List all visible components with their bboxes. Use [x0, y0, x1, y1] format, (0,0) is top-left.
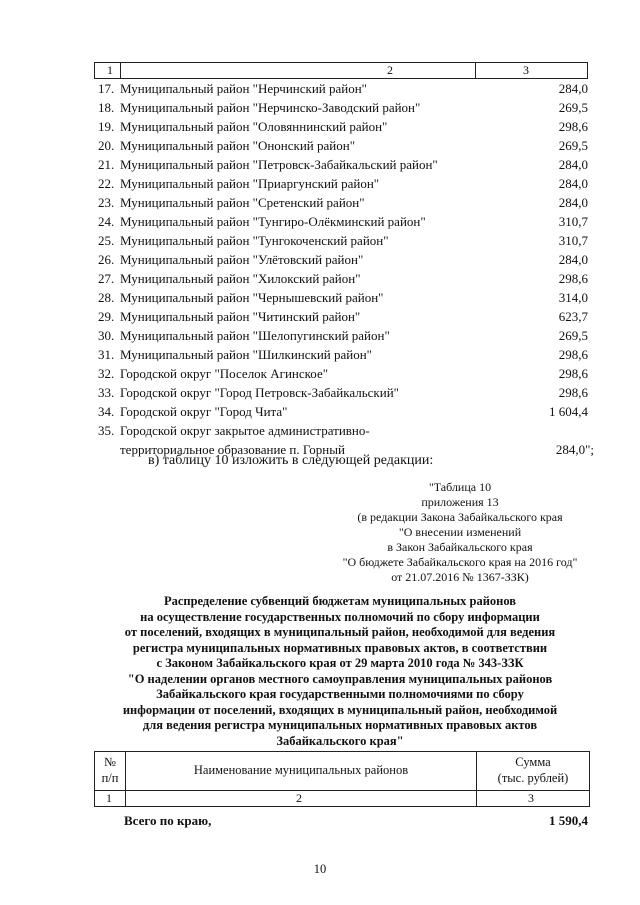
row-value: 284,0	[558, 195, 588, 210]
caption-line: "О бюджете Забайкальского края на 2016 год"	[342, 555, 578, 569]
header-col-2: 2	[387, 63, 393, 77]
row-district-name: Муниципальный район "Тунгокоченский район"	[120, 233, 389, 248]
row-district-name: Городской округ "Поселок Агинское"	[120, 366, 329, 381]
row-value: 298,6	[558, 271, 588, 286]
row-value: 269,5	[558, 100, 588, 115]
row-number: 17.	[98, 81, 115, 96]
row-value: 284,0	[558, 81, 588, 96]
column-numbers-row: 1 2 3	[106, 791, 534, 805]
header-district-name: Наименование муниципальных районов	[193, 763, 409, 777]
table-row	[94, 288, 588, 307]
districts-table	[94, 62, 594, 457]
table-header-row	[94, 62, 588, 79]
row-value: 269,5	[558, 328, 588, 343]
table-row	[94, 174, 588, 193]
row-district-name: Городской округ "Город Чита"	[120, 404, 288, 419]
title-line: Забайкальского края государственными полномочиями по сбору	[156, 687, 524, 701]
title-line: "О наделении органов местного самоуправления муниципальных районов	[127, 671, 553, 686]
row-number: 31.	[98, 347, 115, 362]
row-number: 23.	[98, 195, 115, 210]
row-value: 298,6	[558, 347, 588, 362]
row-district-name: Муниципальный район "Хилокский район"	[120, 271, 361, 286]
row-number: 32.	[98, 366, 115, 381]
table-row	[94, 269, 588, 288]
row-number: 34.	[98, 404, 115, 419]
row-value: 284,0	[558, 176, 588, 191]
row-number: 27.	[98, 271, 115, 286]
row-number: 29.	[98, 309, 115, 324]
row-value: 298,6	[558, 385, 588, 400]
title-line: для ведения регистра муниципальных нормативных правовых актов	[142, 718, 538, 732]
table-row	[94, 307, 588, 326]
row-value: 284,0";	[555, 442, 594, 457]
header-col-3: 3	[523, 63, 529, 77]
title-line: информации от поселений, входящих в муниципальный район, необходимой	[122, 702, 558, 717]
title-line: Забайкальского края"	[276, 733, 404, 748]
row-district-name: Муниципальный район "Шилкинский район"	[120, 347, 372, 362]
table-row	[94, 79, 588, 98]
table-row	[94, 98, 588, 117]
table-row	[94, 345, 588, 364]
table-row	[94, 364, 588, 383]
row-district-name: Муниципальный район "Нерчинско-Заводский район"	[120, 100, 421, 115]
row-district-name: Муниципальный район "Приаргунский район"	[120, 176, 380, 191]
table-row	[94, 136, 588, 155]
header-col-1: 1	[107, 63, 113, 77]
row-value: 1 604,4	[549, 404, 588, 419]
row-value: 310,7	[558, 214, 588, 229]
row-district-name: Муниципальный район "Петровск-Забайкальский район"	[120, 157, 438, 172]
row-value: 314,0	[558, 290, 588, 305]
row-value: 623,7	[558, 309, 588, 324]
row-district-name: Муниципальный район "Сретенский район"	[120, 195, 365, 210]
table-row	[94, 193, 588, 212]
table-row	[94, 383, 588, 402]
row-value: 298,6	[558, 366, 588, 381]
row-district-name: Муниципальный район "Читинский район"	[120, 309, 361, 324]
row-district-name: Муниципальный район "Тунгиро-Олёкминский район"	[120, 214, 426, 229]
table-caption	[320, 480, 600, 585]
subvention-table	[94, 751, 590, 807]
row-number: 35.	[98, 423, 115, 438]
caption-line: в Закон Забайкальского края	[387, 540, 533, 554]
row-number: 19.	[98, 119, 115, 134]
row-number: 33.	[98, 385, 115, 400]
row-number: 18.	[98, 100, 115, 115]
caption-line: "Таблица 10	[428, 480, 492, 494]
row-number: 30.	[98, 328, 115, 343]
title-line: с Законом Забайкальского края от 29 марта 2010 года № 343-ЗЗК	[156, 656, 524, 670]
caption-line: приложения 13	[421, 495, 499, 509]
table-row	[94, 402, 588, 421]
row-value: 310,7	[558, 233, 588, 248]
header-sum: Сумма (тыс. рублей)	[497, 755, 569, 785]
row-number: 20.	[98, 138, 115, 153]
table-rows	[94, 79, 594, 459]
row-district-name: Муниципальный район "Ононский район"	[120, 138, 356, 153]
row-district-name: Муниципальный район "Шелопугинский район"	[120, 328, 390, 343]
table-title	[70, 594, 610, 749]
total-value: 1 590,4	[549, 813, 588, 828]
title-line: Распределение субвенций бюджетам муниципальных районов	[163, 594, 517, 608]
row-value: 284,0	[558, 157, 588, 172]
caption-line: от 21.07.2016 № 1367-ЗЗК)	[391, 570, 529, 584]
table-row	[94, 117, 588, 136]
title-line: регистра муниципальных нормативных правовых актов, в соответствии	[132, 640, 548, 655]
row-number: 21.	[98, 157, 115, 172]
row-district-name: Городской округ закрытое административно- территориальное образование п. Горный	[120, 423, 370, 457]
caption-line: (в редакции Закона Забайкальского края	[357, 510, 563, 524]
total-label: Всего по краю,	[124, 813, 212, 828]
table-row	[94, 212, 588, 231]
table-row	[94, 231, 588, 250]
row-district-name: Муниципальный район "Оловяннинский район"	[120, 119, 388, 134]
row-value: 284,0	[558, 252, 588, 267]
page-number: 10	[313, 862, 327, 876]
row-district-name: Муниципальный район "Нерчинский район"	[120, 81, 367, 96]
table-row	[94, 155, 588, 174]
caption-line: "О внесении изменений	[398, 525, 522, 539]
row-number: 26.	[98, 252, 115, 267]
intro-text: в) таблицу 10 изложить в следующей редакции:	[148, 453, 434, 468]
table-row	[94, 250, 588, 269]
row-number: 25.	[98, 233, 115, 248]
row-district-name: Муниципальный район "Чернышевский район"	[120, 290, 384, 305]
row-district-name: Муниципальный район "Улётовский район"	[120, 252, 364, 267]
row-number: 24.	[98, 214, 115, 229]
row-number: 28.	[98, 290, 115, 305]
table-row	[94, 326, 588, 345]
row-number: 22.	[98, 176, 115, 191]
row-value: 298,6	[558, 119, 588, 134]
header-number: № п/п	[101, 755, 119, 785]
title-line: на осуществление государственных полномочий по сбору информации	[140, 609, 540, 624]
title-line: от поселений, входящих в муниципальный район, необходимой для ведения	[124, 625, 556, 639]
row-value: 269,5	[558, 138, 588, 153]
subvention-table-header	[95, 752, 589, 791]
row-district-name: Городской округ "Город Петровск-Забайкальский"	[120, 385, 399, 400]
